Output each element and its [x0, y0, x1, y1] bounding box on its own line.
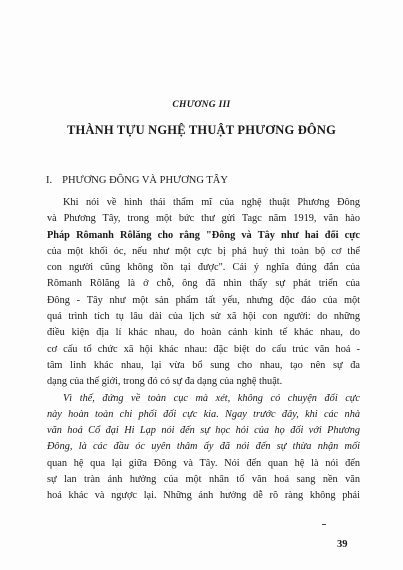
- paragraph-line: tâm linh khác nhau, lại vừa bổ sung cho nhau, tạo nên sự đa: [47, 359, 360, 371]
- paragraph-line: cơ cấu tổ chức xã hội khác nhau: đặc biệt do cấu trúc văn hoá -: [47, 343, 360, 355]
- paragraph-line: Đông - Tây như một sản phẩm tất yếu, nhưng độc đáo của một: [47, 294, 360, 306]
- margin-mark: [322, 524, 326, 525]
- section-number: I.: [46, 175, 53, 186]
- paragraph-line: sự lan tràn ảnh hưởng của một nhân tố văn hoá sang nền văn: [47, 474, 360, 486]
- section-heading: [46, 175, 228, 186]
- paragraph-line: Khi nói về hình thái thẩm mĩ của nghệ thuật Phương Đông: [63, 197, 360, 208]
- paragraph-line: Đông, là các đầu óc uyên thâm ấy đã nói đến sự thừa nhận mối: [47, 441, 360, 453]
- paragraph-line: điều kiện địa lí khác nhau, do hoàn cảnh kinh tế khác nhau, do: [47, 327, 360, 339]
- paragraph-line: Pháp Rômanh Rôlăng cho rằng "Đông và Tây như hai đối cực: [47, 229, 360, 241]
- paragraph-line: dạng của thế giới, trong đó có sự đa dạng của nghệ thuật.: [47, 376, 283, 388]
- paragraph-line: quá trình tích tụ lâu dài của lịch sử xã hội con người: do những: [47, 311, 360, 323]
- paragraph-line: hoá khác và ngược lại. Những ảnh hưởng dễ rõ ràng không phải: [47, 490, 360, 502]
- page-number: 39: [337, 539, 348, 550]
- paragraph-line: quan hệ qua lại giữa Đông và Tây. Nói đến quan hệ là nói đến: [47, 457, 360, 469]
- paragraph-line: con người cũng không tồn tại được". Cái ý nghĩa đúng đắn của: [47, 262, 360, 274]
- body-text: [47, 195, 360, 505]
- paragraph-line: Vì thế, đứng về toàn cục mà xét, không có chuyện đối cực: [63, 392, 360, 404]
- paragraph-line: và Phương Tây, trong một bức thư gửi Tagc năm 1919, văn hào: [47, 213, 360, 225]
- paragraph-line: Rômanh Rôlăng là ở chỗ, ông đã nhìn thấy sự phát triển của: [47, 278, 360, 290]
- chapter-label: CHƯƠNG III: [172, 100, 231, 110]
- chapter-title: THÀNH TỰU NGHỆ THUẬT PHƯƠNG ĐÔNG: [66, 123, 337, 137]
- section-title: PHƯƠNG ĐÔNG VÀ PHƯƠNG TÂY: [62, 175, 228, 186]
- paragraph-line: của một khối óc, nếu như một cực bị phá huỷ thì toàn bộ cơ thể: [47, 245, 360, 257]
- paragraph-line: này hoàn toàn chi phối đối cực kia. Ngay trước đây, khi các nhà: [47, 408, 360, 420]
- paragraph-line: văn hoá Cổ đại Hi Lạp nói đến sự học hỏi của họ đối với Phương: [47, 425, 360, 437]
